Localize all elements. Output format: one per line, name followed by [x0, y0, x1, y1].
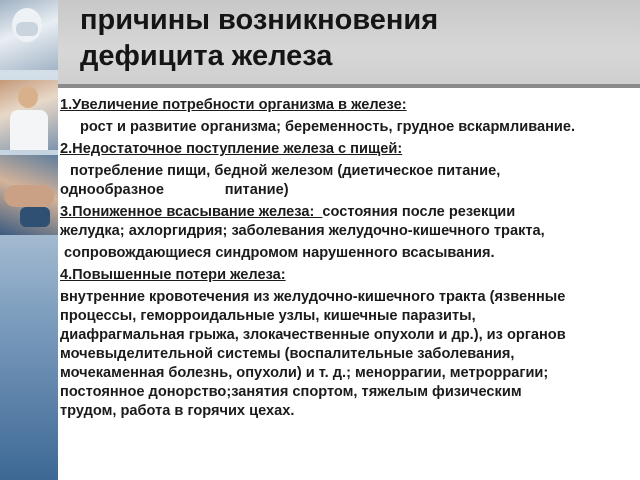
title-divider: [58, 84, 640, 88]
section-4-line: процессы, геморроидальные узлы, кишечные паразиты,: [60, 308, 476, 324]
section-2-line: потребление пищи, бедной железом (диетическое питание,: [70, 163, 501, 179]
section-3-heading-row: [60, 203, 636, 222]
section-4-line: трудом, работа в горячих цехах.: [60, 403, 295, 419]
patient-photo: [0, 155, 58, 235]
section-3-line: желудка; ахлоргидрия; заболевания желудочно-кишечного тракта,: [60, 223, 545, 239]
section-4-line: внутренние кровотечения из желудочно-кишечного тракта (язвенные: [60, 289, 566, 305]
title-line-1: причины возникновения: [80, 4, 439, 36]
title-line-2: дефицита железа: [80, 40, 333, 72]
doctor-photo: [0, 0, 58, 70]
section-4-line: мочекаменная болезнь, опухоли) и т. д.; меноррагии, метроррагии;: [60, 365, 549, 381]
section-4-line: постоянное донорство;занятия спортом, тяжелым физическим: [60, 384, 522, 400]
slide-body: [60, 96, 636, 424]
section-2-line: однообразное питание): [60, 182, 289, 198]
nurse-photo: [0, 80, 58, 150]
slide-title: [80, 2, 438, 74]
section-1-heading: 1.Увеличение потребности организма в железе:: [60, 97, 407, 113]
left-decorative-strip: [0, 0, 58, 480]
section-4-line: мочевыделительной системы (воспалительные заболевания,: [60, 346, 515, 362]
section-4-line: диафрагмальная грыжа, злокачественные опухоли и др.), из органов: [60, 327, 566, 343]
section-4-heading: 4.Повышенные потери железа:: [60, 267, 286, 283]
section-2-heading: 2.Недостаточное поступление железа с пищей:: [60, 141, 403, 157]
section-3-line: сопровождающиеся синдромом нарушенного всасывания.: [60, 245, 495, 261]
section-3-heading-rest: состояния после резекции: [322, 204, 516, 220]
section-1-line: рост и развитие организма; беременность, грудное вскармливание.: [80, 119, 576, 135]
section-3-heading: 3.Пониженное всасывание железа:: [60, 204, 323, 220]
